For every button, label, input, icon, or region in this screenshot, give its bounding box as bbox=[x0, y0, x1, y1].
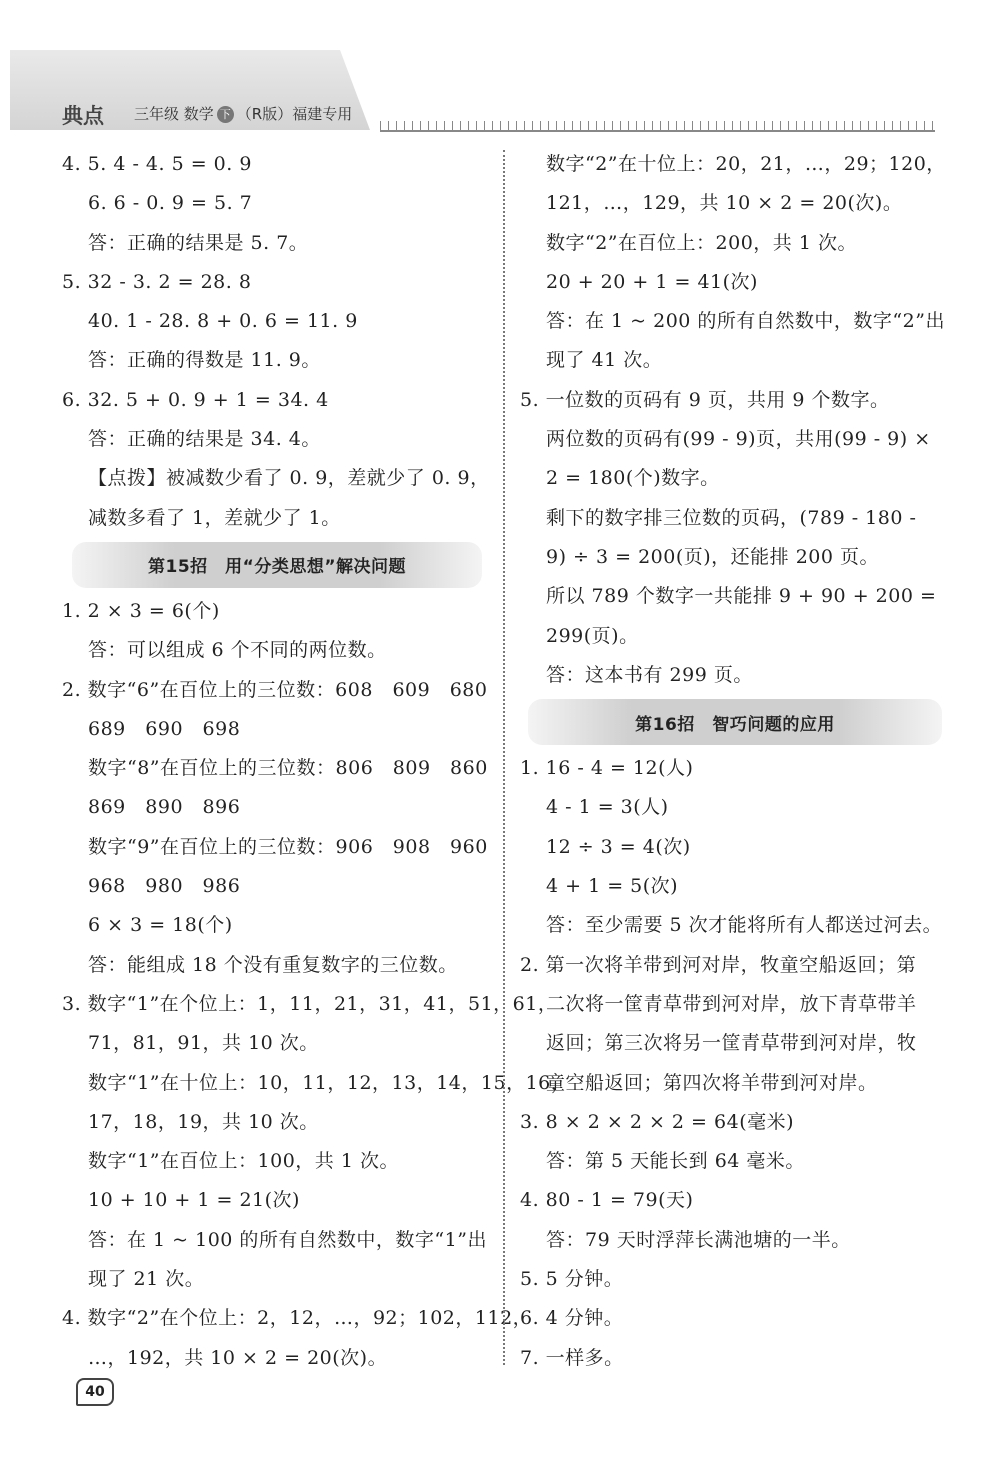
section-heading: 第16招 智巧问题的应用 bbox=[528, 699, 942, 745]
volume-badge: 下 bbox=[217, 106, 234, 123]
answer-line: 6. 32. 5 + 0. 9 + 1 = 34. 4 bbox=[62, 388, 329, 411]
answer-line: 2. 数字“6”在百位上的三位数：608 609 680 bbox=[62, 678, 488, 701]
answer-line: 2. 第一次将羊带到河对岸，牧童空船返回；第 bbox=[520, 953, 917, 976]
answer-line: 现了 21 次。 bbox=[88, 1268, 205, 1291]
right-column bbox=[520, 145, 945, 1378]
answer-line: 40. 1 - 28. 8 + 0. 6 = 11. 9 bbox=[88, 310, 358, 333]
answer-line: 968 980 986 bbox=[88, 875, 241, 898]
answer-line: 12 ÷ 3 = 4(次) bbox=[546, 835, 691, 858]
answer-line: 二次将一筐青草带到河对岸，放下青草带羊 bbox=[546, 992, 917, 1015]
ruler-decoration bbox=[380, 118, 935, 132]
answer-line: 3. 数字“1”在个位上：1，11，21，31，41，51，61， bbox=[62, 992, 558, 1015]
answer-line: 数字“2”在十位上：20，21，…，29；120， bbox=[546, 153, 946, 175]
answer-line: 答：正确的结果是 5. 7。 bbox=[88, 231, 309, 254]
answer-line: 7. 一样多。 bbox=[520, 1346, 624, 1369]
answer-line: 数字“1”在十位上：10，11，12，13，14，15，16， bbox=[88, 1071, 571, 1094]
answer-line: 数字“1”在百位上：100，共 1 次。 bbox=[88, 1150, 399, 1173]
title-suffix: （R版）福建专用 bbox=[236, 105, 353, 123]
answer-line: 4. 80 - 1 = 79(天) bbox=[520, 1189, 694, 1212]
answer-line: 答：可以组成 6 个不同的两位数。 bbox=[88, 639, 387, 662]
answer-line: 4. 数字“2”在个位上：2，12，…，92；102，112， bbox=[62, 1307, 533, 1330]
answer-line: 299(页)。 bbox=[546, 624, 639, 647]
answer-line: 4. 5. 4 - 4. 5 = 0. 9 bbox=[62, 153, 252, 175]
answer-line: 1. 16 - 4 = 12(人) bbox=[520, 757, 694, 780]
page-header bbox=[0, 0, 1000, 150]
answer-line: 答：至少需要 5 次才能将所有人都送过河去。 bbox=[546, 914, 943, 937]
answer-line: 689 690 698 bbox=[88, 717, 241, 740]
answer-line: 121，…，129，共 10 × 2 = 20(次)。 bbox=[546, 192, 903, 215]
section-heading: 第15招 用“分类思想”解决问题 bbox=[72, 542, 482, 588]
answer-line: 减数多看了 1，差就少了 1。 bbox=[88, 506, 341, 529]
answer-line: 6 × 3 = 18(个) bbox=[88, 914, 233, 937]
answer-line: 5. 32 - 3. 2 = 28. 8 bbox=[62, 270, 252, 293]
answer-line: 3. 8 × 2 × 2 × 2 = 64(毫米) bbox=[520, 1110, 795, 1133]
answer-line: 17，18，19，共 10 次。 bbox=[88, 1110, 319, 1133]
answer-line: 剩下的数字排三位数的页码，(789 - 180 - bbox=[546, 506, 917, 529]
answer-line: 6. 4 分钟。 bbox=[520, 1307, 624, 1330]
answer-line: 71，81，91，共 10 次。 bbox=[88, 1032, 319, 1055]
answer-line: 返回；第三次将另一筐青草带到河对岸，牧 bbox=[546, 1032, 917, 1055]
answer-line: 20 + 20 + 1 = 41(次) bbox=[546, 270, 758, 293]
book-title bbox=[134, 103, 352, 124]
answer-line: 答：第 5 天能长到 64 毫米。 bbox=[546, 1150, 805, 1173]
answer-line: 数字“2”在百位上：200，共 1 次。 bbox=[546, 231, 857, 254]
answer-line: 2 = 180(个)数字。 bbox=[546, 467, 720, 490]
answer-line: …，192，共 10 × 2 = 20(次)。 bbox=[88, 1346, 388, 1369]
answer-line: 两位数的页码有(99 - 9)页，共用(99 - 9) × bbox=[546, 428, 931, 451]
answer-line: 5. 5 分钟。 bbox=[520, 1268, 624, 1291]
answer-line: 6. 6 - 0. 9 = 5. 7 bbox=[88, 192, 253, 215]
answer-line: 现了 41 次。 bbox=[546, 349, 663, 372]
answer-line: 答：79 天时浮萍长满池塘的一半。 bbox=[546, 1228, 851, 1251]
answer-line: 【点拨】被减数少看了 0. 9，差就少了 0. 9， bbox=[88, 467, 490, 490]
title-prefix: 三年级 数学 bbox=[134, 105, 214, 123]
answer-line: 所以 789 个数字一共能排 9 + 90 + 200 = bbox=[546, 585, 937, 608]
brand-logo: 典点 bbox=[62, 104, 104, 128]
answer-line: 4 + 1 = 5(次) bbox=[546, 875, 679, 898]
answer-line: 童空船返回；第四次将羊带到河对岸。 bbox=[546, 1071, 878, 1094]
answer-line: 答：能组成 18 个没有重复数字的三位数。 bbox=[88, 953, 458, 976]
answer-line: 答：正确的结果是 34. 4。 bbox=[88, 428, 321, 451]
answer-line: 答：在 1 ~ 200 的所有自然数中，数字“2”出 bbox=[546, 310, 945, 333]
answer-line: 10 + 10 + 1 = 21(次) bbox=[88, 1189, 300, 1212]
answer-line: 5. 一位数的页码有 9 页，共用 9 个数字。 bbox=[520, 388, 890, 411]
page-number: 40 bbox=[76, 1378, 114, 1406]
answer-line: 答：这本书有 299 页。 bbox=[546, 663, 753, 686]
answer-line: 数字“8”在百位上的三位数：806 809 860 bbox=[88, 757, 488, 780]
answer-line: 数字“9”在百位上的三位数：906 908 960 bbox=[88, 835, 488, 858]
answer-line: 答：在 1 ~ 100 的所有自然数中，数字“1”出 bbox=[88, 1228, 487, 1251]
answer-line: 869 890 896 bbox=[88, 796, 241, 819]
left-column bbox=[62, 145, 571, 1378]
answer-line: 1. 2 × 3 = 6(个) bbox=[62, 599, 220, 622]
column-divider bbox=[503, 150, 505, 1365]
answer-line: 4 - 1 = 3(人) bbox=[546, 796, 669, 819]
answer-line: 答：正确的得数是 11. 9。 bbox=[88, 349, 321, 372]
answer-line: 9) ÷ 3 = 200(页)，还能排 200 页。 bbox=[546, 545, 880, 568]
